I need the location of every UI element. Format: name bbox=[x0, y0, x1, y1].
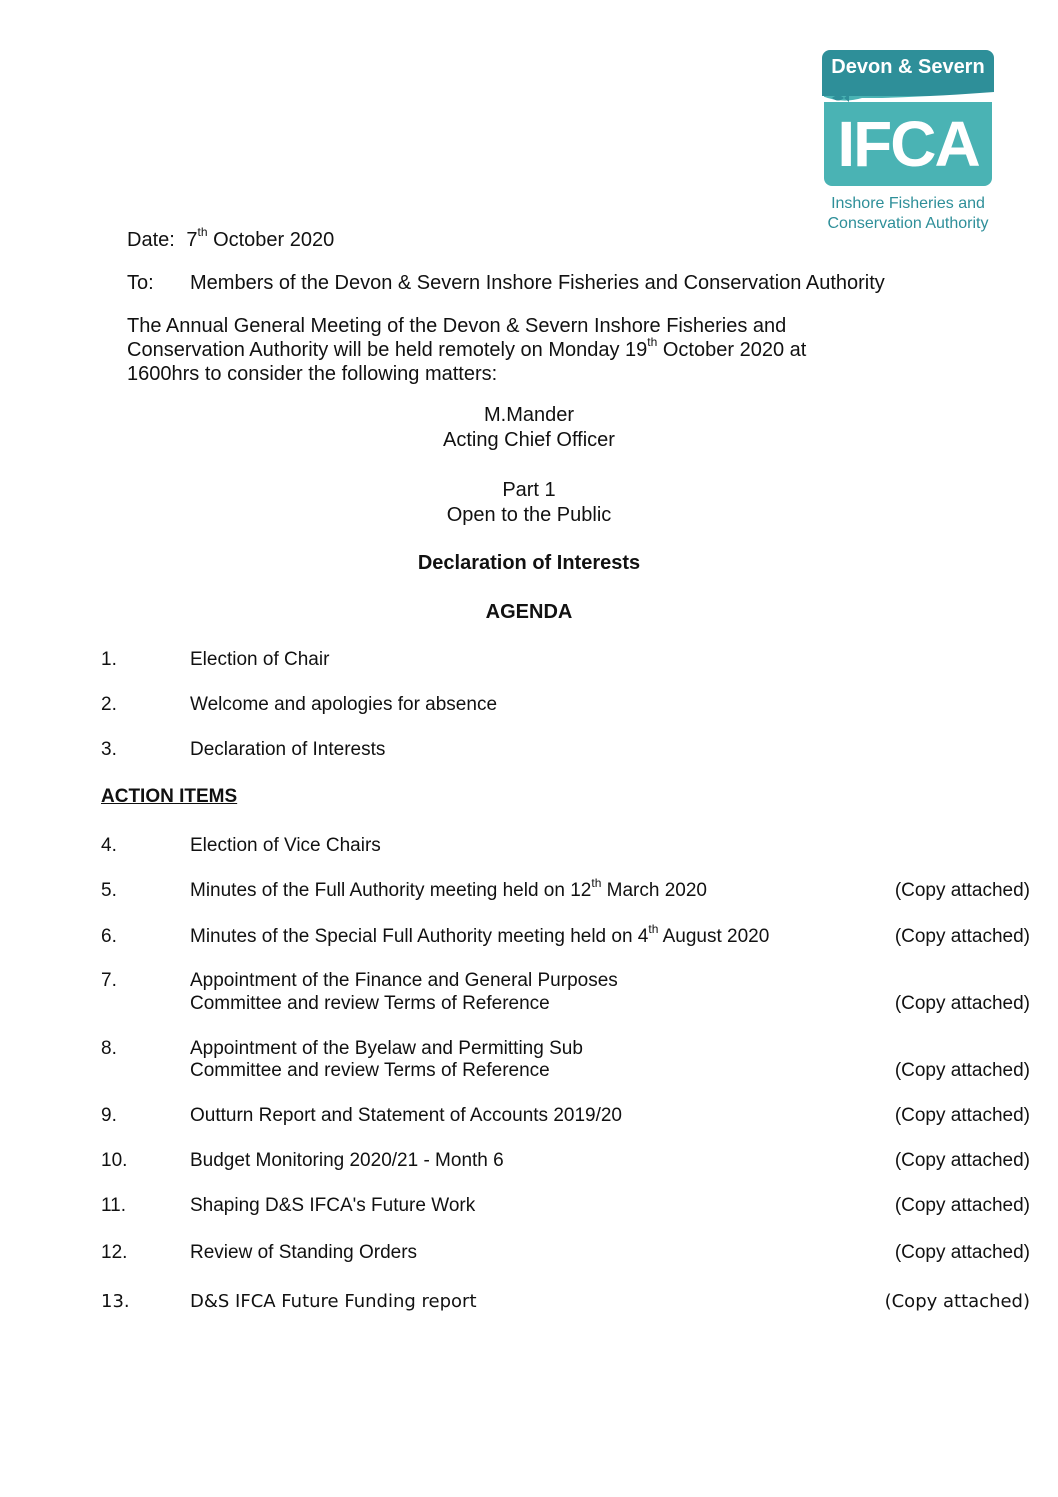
copy-attached-note: (Copy attached) bbox=[894, 993, 1030, 1014]
item-number: 3. bbox=[101, 739, 117, 760]
item-number: 1. bbox=[101, 649, 117, 670]
intro-line2-b: October 2020 at bbox=[657, 339, 807, 361]
copy-attached-note: (Copy attached) bbox=[894, 1195, 1030, 1216]
agenda-item: Outturn Report and Statement of Accounts 2019/20 bbox=[190, 1105, 622, 1126]
logo-subtitle bbox=[818, 194, 998, 234]
signatory-role: Acting Chief Officer bbox=[443, 429, 615, 451]
signatory-name: M.Mander bbox=[483, 404, 575, 426]
ifca-logo bbox=[822, 50, 994, 236]
fish-wave-icon bbox=[822, 90, 994, 110]
item-text-b: March 2020 bbox=[601, 880, 707, 901]
copy-attached-note: (Copy attached) bbox=[894, 1105, 1030, 1126]
part-title: Part 1 bbox=[502, 479, 556, 501]
item-number: 13. bbox=[101, 1291, 130, 1312]
date-label: Date: bbox=[127, 229, 175, 251]
agenda-item bbox=[190, 921, 770, 949]
agenda-item bbox=[190, 875, 707, 903]
item-text-a: Minutes of the Special Full Authority meeting held on 4 bbox=[190, 926, 649, 947]
intro-line2-sup: th bbox=[647, 335, 658, 350]
item-number: 10. bbox=[101, 1150, 128, 1171]
agenda-item-line1: Appointment of the Byelaw and Permitting Sub bbox=[190, 1038, 583, 1059]
to-label: To: bbox=[127, 272, 154, 294]
agenda-heading: AGENDA bbox=[485, 601, 573, 623]
agenda-item: Welcome and apologies for absence bbox=[190, 694, 498, 715]
item-sup: th bbox=[591, 875, 602, 890]
logo-mark: IFCA bbox=[837, 108, 979, 180]
agenda-item: Budget Monitoring 2020/21 - Month 6 bbox=[190, 1150, 504, 1171]
logo-top-text: Devon & Severn bbox=[831, 56, 985, 78]
declaration-heading: Declaration of Interests bbox=[417, 552, 641, 574]
agenda-item: Election of Vice Chairs bbox=[190, 835, 381, 856]
agenda-item: Declaration of Interests bbox=[190, 739, 386, 760]
item-text-b: August 2020 bbox=[658, 926, 770, 947]
agenda-item: Review of Standing Orders bbox=[190, 1242, 418, 1263]
agenda-item-line1: Appointment of the Finance and General Purposes bbox=[190, 970, 618, 991]
item-number: 11. bbox=[101, 1195, 127, 1216]
date-day: 7 bbox=[186, 229, 198, 251]
to-text: Members of the Devon & Severn Inshore Fisheries and Conservation Authority bbox=[190, 272, 885, 294]
copy-attached-note: (Copy attached) bbox=[884, 1291, 1030, 1312]
intro-line1: The Annual General Meeting of the Devon & Severn Inshore Fisheries and bbox=[127, 315, 787, 337]
copy-attached-note: (Copy attached) bbox=[894, 1242, 1030, 1263]
agenda-item: D&S IFCA Future Funding report bbox=[190, 1291, 477, 1312]
copy-attached-note: (Copy attached) bbox=[894, 1150, 1030, 1171]
item-number: 9. bbox=[101, 1105, 117, 1126]
copy-attached-note: (Copy attached) bbox=[894, 880, 1030, 901]
intro-line2-a: Conservation Authority will be held remotely on Monday 19 bbox=[127, 339, 648, 361]
logo-subtitle-line2: Conservation Authority bbox=[827, 215, 989, 232]
item-number: 8. bbox=[101, 1038, 117, 1059]
agenda-item: Shaping D&S IFCA's Future Work bbox=[190, 1195, 476, 1216]
intro-line3: 1600hrs to consider the following matters: bbox=[127, 363, 498, 385]
part-subtitle: Open to the Public bbox=[446, 504, 612, 526]
item-text-a: Minutes of the Full Authority meeting held on 12 bbox=[190, 880, 592, 901]
intro-line2 bbox=[127, 335, 807, 362]
item-number: 5. bbox=[101, 880, 117, 901]
item-number: 7. bbox=[101, 970, 117, 991]
agenda-item: Election of Chair bbox=[190, 649, 330, 670]
copy-attached-note: (Copy attached) bbox=[894, 926, 1030, 947]
date-line bbox=[127, 225, 335, 252]
action-items-heading: ACTION ITEMS bbox=[101, 786, 238, 807]
copy-attached-note: (Copy attached) bbox=[894, 1060, 1030, 1081]
item-number: 12. bbox=[101, 1242, 128, 1263]
item-sup: th bbox=[648, 921, 659, 936]
agenda-item-line2: Committee and review Terms of Reference bbox=[190, 993, 550, 1014]
date-rest: October 2020 bbox=[207, 229, 335, 251]
item-number: 2. bbox=[101, 694, 117, 715]
logo-subtitle-line1: Inshore Fisheries and bbox=[831, 195, 985, 212]
item-number: 6. bbox=[101, 926, 117, 947]
agenda-item-line2: Committee and review Terms of Reference bbox=[190, 1060, 550, 1081]
item-number: 4. bbox=[101, 835, 117, 856]
date-sup: th bbox=[197, 225, 208, 240]
